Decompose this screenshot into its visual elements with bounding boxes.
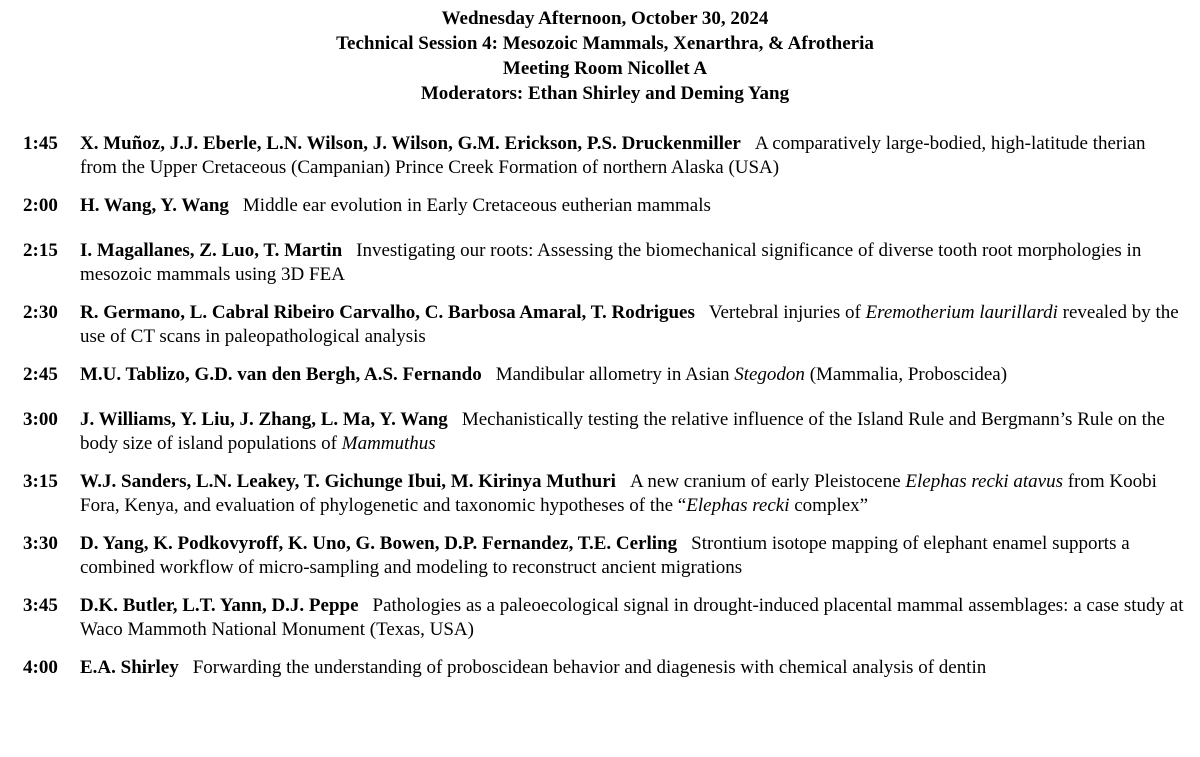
talk-item: [0, 363, 1200, 408]
talk-time: 1:45: [23, 133, 58, 154]
talk-time: 3:15: [23, 471, 58, 492]
talk-schedule: [0, 132, 1200, 696]
talk-authors: R. Germano, L. Cabral Ribeiro Carvalho, C. Barbosa Amaral, T. Rodrigues: [80, 302, 695, 323]
talk-body: [80, 594, 1185, 642]
talk-title-text: (Mammalia, Proboscidea): [804, 364, 1008, 385]
talk-title-text: from Koobi Fora, Kenya, and evaluation of phylogenetic and taxonomic hypotheses of the “: [80, 471, 1157, 516]
session-header: [0, 6, 1200, 106]
talk-item: [0, 132, 1200, 194]
talk-item: [0, 656, 1200, 696]
talk-body: [80, 656, 1185, 680]
talk-item: [0, 594, 1200, 656]
talk-title-text: A comparatively large-bodied, high-latitude therian from the Upper Cretaceous (Campanian) Prince Creek Formation of northern Alaska (USA): [80, 133, 1146, 178]
talk-title-taxon: Eremotherium laurillardi: [865, 302, 1058, 323]
talk-item: [0, 408, 1200, 470]
talk-title-text: revealed by the use of CT scans in paleopathological analysis: [80, 302, 1179, 347]
talk-authors: E.A. Shirley: [80, 657, 179, 678]
talk-title-taxon: Elephas recki: [686, 495, 790, 516]
talk-time: 2:45: [23, 364, 58, 385]
talk-title-taxon: Mammuthus: [341, 433, 436, 454]
talk-title-text: Mandibular allometry in Asian: [495, 364, 735, 385]
talk-title: [193, 657, 987, 678]
talk-item: [0, 301, 1200, 363]
talk-authors: M.U. Tablizo, G.D. van den Bergh, A.S. Fernando: [80, 364, 482, 385]
talk-time: 3:30: [23, 533, 58, 554]
talk-title-text: Strontium isotope mapping of elephant enamel supports a combined workflow of micro-sampling and modeling to reconstruct ancient migrations: [80, 533, 1130, 578]
talk-title-text: complex”: [789, 495, 869, 516]
talk-time: 3:00: [23, 409, 58, 430]
talk-title-text: Vertebral injuries of: [708, 302, 866, 323]
talk-time: 3:45: [23, 595, 58, 616]
talk-time: 2:00: [23, 195, 58, 216]
talk-body: [80, 532, 1185, 580]
talk-body: [80, 239, 1185, 287]
talk-title-taxon: Stegodon: [734, 364, 805, 385]
session-title: Technical Session 4: Mesozoic Mammals, Xenarthra, & Afrotheria: [336, 33, 874, 54]
talk-title-text: Mechanistically testing the relative influence of the Island Rule and Bergmann’s Rule on the body size of island populations of: [80, 409, 1165, 454]
talk-body: [80, 194, 1185, 218]
talk-time: 4:00: [23, 657, 58, 678]
talk-authors: D.K. Butler, L.T. Yann, D.J. Peppe: [80, 595, 359, 616]
session-moderators: Moderators: Ethan Shirley and Deming Yang: [420, 83, 790, 104]
talk-authors: H. Wang, Y. Wang: [80, 195, 229, 216]
talk-item: [0, 532, 1200, 594]
talk-body: [80, 132, 1185, 180]
talk-authors: I. Magallanes, Z. Luo, T. Martin: [80, 240, 343, 261]
talk-authors: D. Yang, K. Podkovyroff, K. Uno, G. Bowen, D.P. Fernandez, T.E. Cerling: [80, 533, 678, 554]
talk-body: [80, 301, 1185, 349]
talk-title-text: Investigating our roots: Assessing the biomechanical significance of diverse tooth root morphologies in mesozoic mammals using 3D FEA: [80, 240, 1142, 285]
talk-title: [243, 195, 711, 216]
talk-time: 2:15: [23, 240, 58, 261]
talk-title-text: Pathologies as a paleoecological signal in drought-induced placental mammal assemblages: a case study at Waco Mammoth National Monument (Texas, USA): [80, 595, 1184, 640]
talk-body: [80, 470, 1185, 518]
talk-body: [80, 363, 1185, 387]
talk-authors: W.J. Sanders, L.N. Leakey, T. Gichunge Ibui, M. Kirinya Muthuri: [80, 471, 616, 492]
talk-item: [0, 194, 1200, 239]
talk-time: 2:30: [23, 302, 58, 323]
talk-body: [80, 408, 1185, 456]
talk-item: [0, 470, 1200, 532]
session-date: Wednesday Afternoon, October 30, 2024: [441, 8, 769, 29]
talk-item: [0, 239, 1200, 301]
talk-title-text: Forwarding the understanding of proboscidean behavior and diagenesis with chemical analysis of dentin: [192, 657, 987, 678]
talk-title-text: A new cranium of early Pleistocene: [629, 471, 906, 492]
talk-title: [496, 364, 1007, 385]
talk-title-text: Middle ear evolution in Early Cretaceous eutherian mammals: [242, 195, 711, 216]
talk-title-taxon: Elephas recki atavus: [905, 471, 1063, 492]
talk-authors: X. Muñoz, J.J. Eberle, L.N. Wilson, J. Wilson, G.M. Erickson, P.S. Druckenmiller: [80, 133, 741, 154]
talk-authors: J. Williams, Y. Liu, J. Zhang, L. Ma, Y. Wang: [80, 409, 448, 430]
session-room: Meeting Room Nicollet A: [502, 58, 708, 79]
